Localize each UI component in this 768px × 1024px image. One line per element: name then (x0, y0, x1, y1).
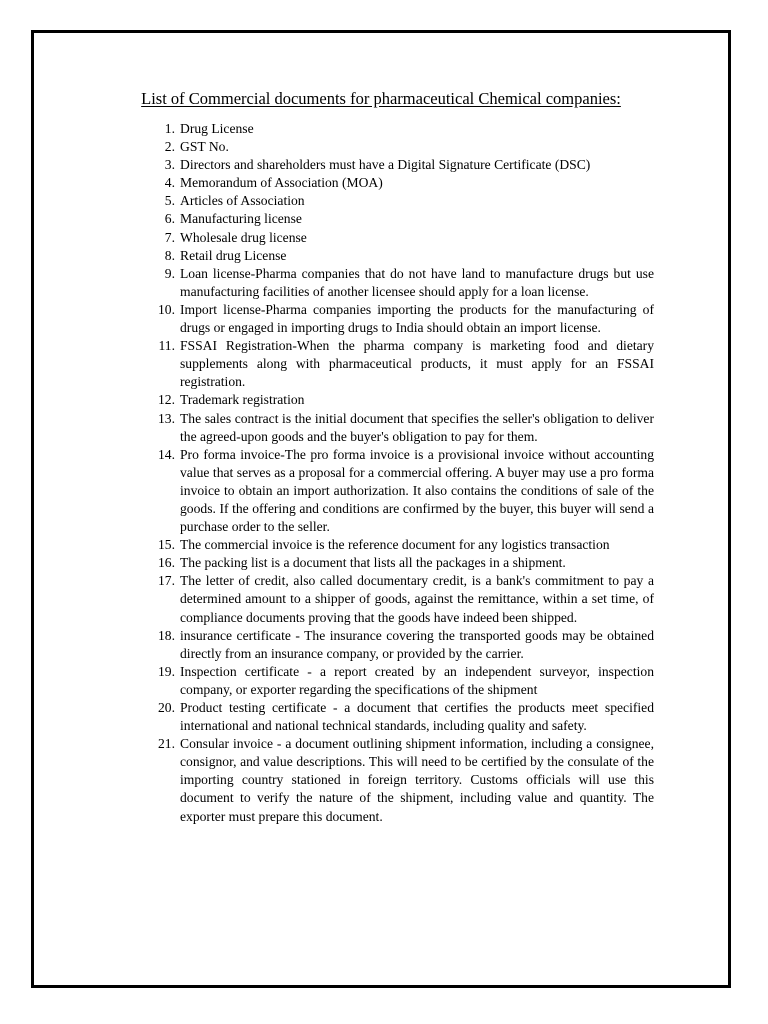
list-item (149, 120, 654, 138)
list-item (149, 627, 654, 663)
list-item-text: Pro forma invoice-The pro forma invoice is a provisional invoice without accounting value that serves as a proposal for a commercial offering. A buyer may use a pro forma invoice to obtain an import authorization. It also contains the conditions of sale of the goods. If the offering and conditions are confirmed by the buyer, this buyer will send a purchase order to the seller. (180, 446, 654, 535)
list-item (149, 446, 654, 536)
list-item-text: insurance certificate - The insurance covering the transported goods may be obtained directly from an insurance company, or provided by the carrier. (180, 627, 654, 661)
list-item-text: Trademark registration (180, 392, 305, 408)
list-item-text: Loan license-Pharma companies that do not have land to manufacture drugs but use manufacturing facilities of another licensee should apply for a loan license. (180, 265, 654, 299)
list-item-text: Wholesale drug license (180, 229, 307, 245)
list-item (149, 138, 654, 156)
list-item-number: 5. (164, 193, 175, 209)
list-item (149, 210, 654, 228)
list-item-number: 21. (158, 736, 175, 752)
list-item (149, 247, 654, 265)
list-item (149, 554, 654, 572)
list-item-number: 14. (158, 446, 175, 462)
list-item (149, 536, 654, 554)
list-item-text: The letter of credit, also called documentary credit, is a bank's commitment to pay a determined amount to a shipper of goods, against the remittance, within a set time, of compliance documents proving that the goods have indeed been shipped. (180, 573, 654, 625)
list-item-text: Directors and shareholders must have a Digital Signature Certificate (DSC) (180, 157, 591, 173)
list-item (149, 735, 654, 825)
list-item-number: 7. (164, 229, 175, 245)
list-item-text: GST No. (180, 139, 229, 155)
list-item-number: 12. (158, 392, 175, 408)
list-item-text: Inspection certificate - a report created by an independent surveyor, inspection company, or exporter regarding the specifications of the shipment (180, 663, 654, 697)
list-item (149, 572, 654, 626)
list-item-number: 3. (164, 157, 175, 173)
list-item (149, 699, 654, 735)
list-item-text: The sales contract is the initial document that specifies the seller's obligation to deliver the agreed-upon goods and the buyer's obligation to pay for them. (180, 410, 654, 444)
list-item-text: Articles of Association (180, 193, 305, 209)
list-item-text: Retail drug License (180, 247, 287, 263)
list-item (149, 410, 654, 446)
list-item-number: 13. (158, 410, 175, 426)
list-item (149, 229, 654, 247)
list-item-number: 9. (164, 265, 175, 281)
list-item-number: 2. (164, 139, 175, 155)
document-title-text: List of Commercial documents for pharmaceutical Chemical companies: (141, 89, 621, 108)
list-item-text: Product testing certificate - a document that certifies the products meet specified international and national technical standards, including quality and safety. (180, 700, 654, 734)
list-item-number: 4. (164, 175, 175, 191)
list-item-text: Drug License (180, 121, 254, 136)
list-item-text: Manufacturing license (180, 211, 302, 227)
list-item (149, 265, 654, 301)
list-item-number: 15. (158, 537, 175, 553)
list-item-number: 8. (164, 247, 175, 263)
list-item (149, 301, 654, 337)
list-item (149, 663, 654, 699)
list-item-number: 6. (164, 211, 175, 227)
document-title (34, 89, 728, 109)
list-item-text: FSSAI Registration-When the pharma company is marketing food and dietary supplements along with pharmaceutical products, it must apply for an FSSAI registration. (180, 338, 654, 390)
list-item-text: Consular invoice - a document outlining shipment information, including a consignee, consignor, and value descriptions. This will need to be certified by the consulate of the importing country stationed in foreign territory. Customs officials will use this document to verify the nature of the shipment, including value and quantity. The exporter must prepare this document. (180, 736, 654, 824)
list-item-text: The packing list is a document that lists all the packages in a shipment. (180, 555, 566, 571)
list-item-number: 19. (158, 663, 175, 679)
list-item-number: 11. (158, 338, 175, 354)
list-item-number: 17. (158, 573, 175, 589)
document-list (149, 120, 654, 826)
list-item (149, 156, 654, 174)
list-item (149, 174, 654, 192)
list-item-number: 18. (158, 627, 175, 643)
page-frame (31, 30, 731, 988)
list-item (149, 391, 654, 409)
list-item-number: 1. (164, 121, 175, 136)
list-item-number: 10. (158, 301, 175, 317)
list-item (149, 337, 654, 391)
list-item-number: 20. (158, 700, 175, 715)
list-item-text: Memorandum of Association (MOA) (180, 175, 383, 191)
list-item-text: Import license-Pharma companies importing the products for the manufacturing of drugs or engaged in importing drugs to India should obtain an import license. (180, 301, 654, 336)
list-item (149, 192, 654, 210)
list-item-text: The commercial invoice is the reference document for any logistics transaction (180, 537, 610, 553)
list-item-number: 16. (158, 555, 175, 571)
